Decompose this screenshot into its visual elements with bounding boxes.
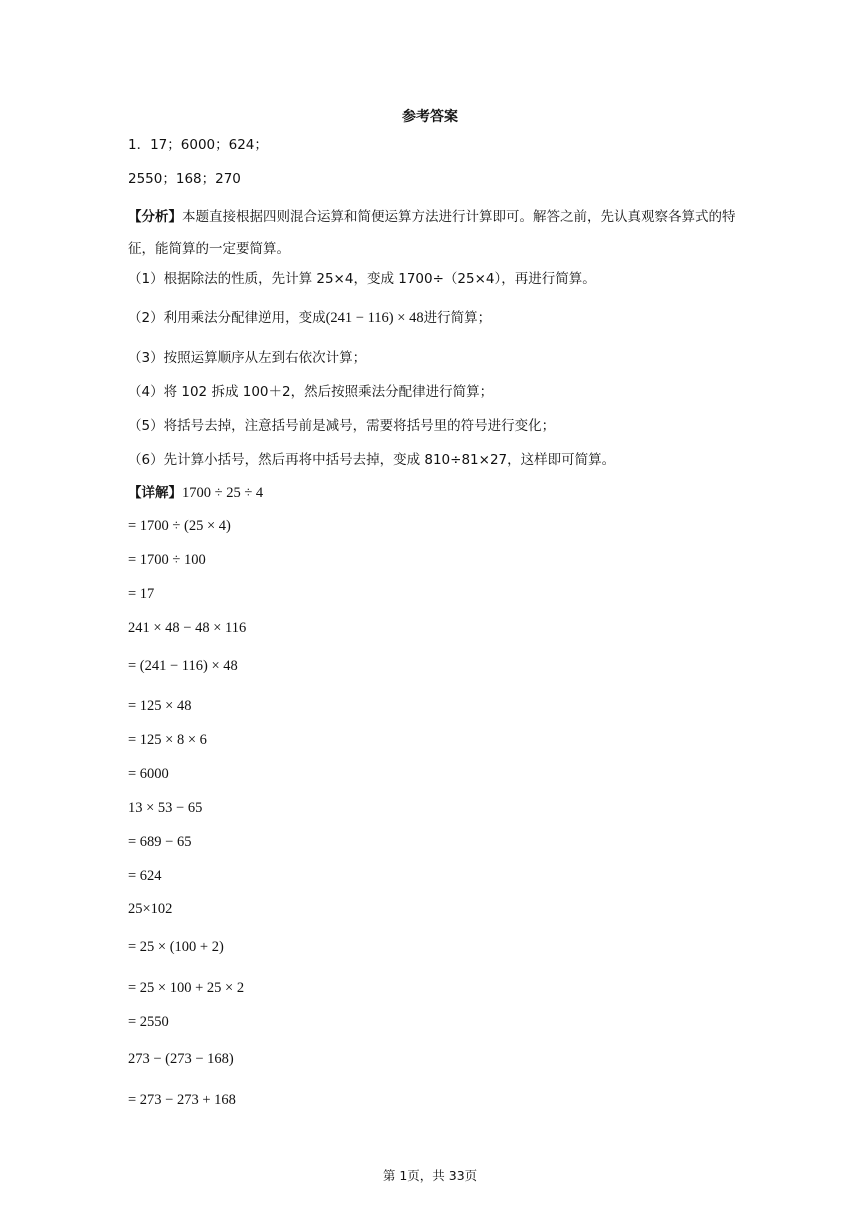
calc-line-3: = 17 bbox=[128, 586, 155, 602]
analysis-paragraph bbox=[128, 201, 748, 265]
detail-first-expression: 1700 ÷ 25 ÷ 4 bbox=[182, 485, 264, 501]
calc-line-11: = 624 bbox=[128, 868, 162, 884]
answer-line-2: 2550；168；270 bbox=[128, 171, 241, 187]
analysis-tag: 【分析】 bbox=[128, 209, 182, 225]
calc-line-1: = 1700 ÷ (25 × 4) bbox=[128, 518, 231, 534]
step-2 bbox=[128, 308, 491, 328]
page-title: 参考答案 bbox=[402, 109, 458, 125]
calc-line-16: 273 − (273 − 168) bbox=[128, 1051, 234, 1067]
calc-line-2: = 1700 ÷ 100 bbox=[128, 552, 206, 568]
step-4: （4）将 102 拆成 100＋2，然后按照乘法分配律进行简算； bbox=[128, 384, 494, 400]
step-5: （5）将括号去掉，注意括号前是减号，需要将括号里的符号进行变化； bbox=[128, 418, 556, 434]
calc-line-12: 25×102 bbox=[128, 901, 173, 917]
calc-line-17: = 273 − 273 + 168 bbox=[128, 1092, 236, 1108]
step-3: （3）按照运算顺序从左到右依次计算； bbox=[128, 350, 367, 366]
calc-line-6: = 125 × 48 bbox=[128, 698, 192, 714]
detail-tag: 【详解】 bbox=[128, 485, 182, 501]
calc-line-5: = (241 − 116) × 48 bbox=[128, 658, 238, 674]
step-2-text: （2）利用乘法分配律逆用，变成 bbox=[128, 310, 326, 326]
calc-line-7: = 125 × 8 × 6 bbox=[128, 732, 207, 748]
answer-line-1: 1．17；6000；624； bbox=[128, 137, 268, 153]
step-1: （1）根据除法的性质，先计算 25×4，变成 1700÷（25×4），再进行简算。 bbox=[128, 271, 596, 287]
step-6: （6）先计算小括号，然后再将中括号去掉，变成 810÷81×27，这样即可简算。 bbox=[128, 452, 616, 468]
calc-line-4: 241 × 48 − 48 × 116 bbox=[128, 620, 247, 636]
page-footer: 第 1页，共 33页 bbox=[382, 1168, 478, 1183]
step-2-suffix: 进行简算； bbox=[423, 310, 492, 326]
step-2-formula: (241 − 116) × 48 bbox=[325, 310, 424, 326]
calc-line-14: = 25 × 100 + 25 × 2 bbox=[128, 980, 245, 996]
calc-line-15: = 2550 bbox=[128, 1014, 169, 1030]
calc-line-10: = 689 − 65 bbox=[128, 834, 192, 850]
calc-line-8: = 6000 bbox=[128, 766, 169, 782]
detail-line bbox=[128, 483, 263, 503]
calc-line-13: = 25 × (100 + 2) bbox=[128, 939, 224, 955]
calc-line-9: 13 × 53 − 65 bbox=[128, 800, 203, 816]
analysis-text: 本题直接根据四则混合运算和简便运算方法进行计算即可。解答之前，先认真观察各算式的特征，能简算的一定要简算。 bbox=[128, 209, 736, 257]
